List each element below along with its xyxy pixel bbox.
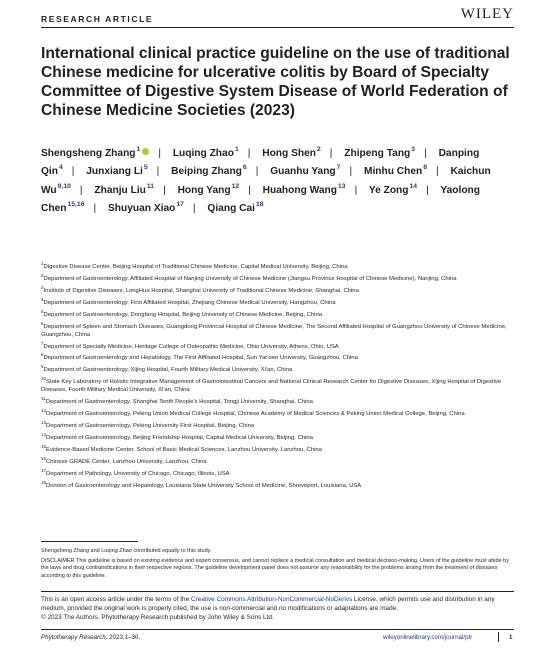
author-name[interactable]: Zhipeng Tang bbox=[344, 148, 411, 159]
affiliation-number: 10 bbox=[41, 376, 47, 382]
disclaimer-text: DISCLAIMER This guideline is based on existing evidence and expert consensus, and cannot replace a medical consultation and medical decision-making. Users of the guideline must abide by the laws and drug contraindications in their respective regions. The guideline development panel does not assume any responsibility for the problems arising from the treatment of diseases according to this guideline. bbox=[41, 558, 509, 579]
author-affiliation-ref[interactable]: 12 bbox=[231, 182, 240, 190]
affiliation-number: 14 bbox=[41, 431, 47, 437]
affiliation-text: Department of Gastroenterology, Dongfang Hospital, Beijing University of Chinese Medicine, Beijing, China bbox=[43, 311, 323, 318]
affiliation-item bbox=[41, 364, 516, 375]
affiliation-text: Department of Pathology, University of Chicago, Chicago, Illinois, USA bbox=[46, 470, 230, 477]
affiliation-number: 11 bbox=[41, 396, 46, 402]
author-entry bbox=[94, 182, 155, 196]
author-affiliation-ref[interactable]: 8 bbox=[423, 164, 428, 172]
author-separator: | bbox=[329, 148, 333, 159]
author-affiliation-ref[interactable]: 17 bbox=[176, 200, 184, 208]
affiliation-text: Digestive Disease Center, Beijing Hospital of Traditional Chinese Medicine, Capital Medical University, Beijing, China bbox=[43, 264, 348, 270]
affiliation-text: Department of Specialty Medicine, Heritage College of Osteopathic Medicine, Ohio University, Athens, Ohio, USA bbox=[43, 343, 339, 350]
journal-name: Phytotherapy Research. bbox=[41, 634, 108, 641]
affiliation-item bbox=[41, 320, 516, 339]
affiliation-text: Department of Gastroenterology, Peking University First Hospital, Beijing, China bbox=[46, 423, 255, 429]
affiliation-number: 18 bbox=[41, 479, 47, 485]
author-entry bbox=[344, 148, 415, 159]
author-name[interactable]: Kaichun Wu bbox=[41, 166, 491, 196]
affiliation-number: 6 bbox=[41, 320, 44, 326]
affiliation-item bbox=[41, 376, 516, 394]
affiliation-number: 2 bbox=[41, 272, 44, 278]
affiliation-text: Evidence-Based Medicine Center, School of Basic Medical Sciences, Lanzhou University, Lanzhou, China bbox=[46, 446, 322, 453]
article-title: International clinical practice guideline on the use of traditional Chinese medicine for ulcerative colitis by Board of Specialty Committee of Digestive System Disease of World Federation of Chinese Medicine Societies (2023) bbox=[41, 45, 510, 119]
affiliation-number: 3 bbox=[41, 284, 44, 290]
affiliation-item bbox=[41, 431, 516, 443]
author-separator: | bbox=[156, 166, 160, 178]
affiliation-text: Chinese GRADE Center, Lanzhou University, Lanzhou, China bbox=[46, 458, 207, 465]
author-name[interactable]: Luqing Zhao bbox=[172, 148, 234, 159]
affiliation-number: 1 bbox=[41, 261, 44, 266]
author-separator: | bbox=[424, 148, 427, 159]
author-name[interactable]: Beiping Zhang bbox=[171, 166, 242, 178]
author-separator: | bbox=[426, 184, 429, 196]
author-separator: | bbox=[247, 148, 251, 159]
author-separator: | bbox=[192, 202, 196, 214]
affiliation-text: Department of Gastroenterology, Beijing Friendship Hospital, Capital Medical University, Beijing, China bbox=[46, 434, 313, 441]
author-name[interactable]: Hong Yang bbox=[177, 184, 231, 196]
affiliation-item bbox=[41, 443, 516, 455]
footer-divider bbox=[41, 629, 514, 630]
section-label: RESEARCH ARTICLE bbox=[41, 14, 154, 24]
affiliation-number: 13 bbox=[41, 420, 47, 425]
license-suffix: License, which permits use and distribution in any medium, provided the original work is properly cited, the use is non-commercial and no modifications or adaptations are made. bbox=[41, 596, 495, 612]
author-affiliation-ref[interactable]: 15,16 bbox=[67, 200, 85, 208]
affiliation-item bbox=[41, 261, 516, 272]
author-list bbox=[41, 145, 516, 218]
affiliation-text: Department of Spleen and Stomach Diseases, Guangdong Provincial Hospital of Chinese Medicine, The Second Affiliated Hospital of Guangzhou University of Chinese Medicine, Guangzhou, China bbox=[41, 323, 507, 338]
affiliation-item bbox=[41, 272, 516, 284]
author-separator: | bbox=[354, 184, 358, 196]
author-entry bbox=[41, 148, 149, 159]
copyright-line: © 2023 The Authors. Phytotherapy Research published by John Wiley & Sons Ltd. bbox=[41, 613, 274, 621]
author-affiliation-ref[interactable]: 1 bbox=[234, 146, 239, 153]
affiliation-text: Department of Gastroenterology and Hepatology, The First Affiliated Hospital, Sun Yat-sen University, Guangzhou, China bbox=[43, 355, 358, 362]
footer-separator bbox=[498, 632, 499, 642]
footnote-divider bbox=[41, 541, 138, 542]
affiliation-text: State Key Laboratory of Holistic Integrative Management of Gastrointestinal Cancers and National Clinical Research Center for Digestive Diseases, Xijing Hospital of Digestive Diseases, Fourth Military Medical University, Xi'an, China bbox=[41, 379, 502, 394]
license-link[interactable]: Creative Commons Attribution-NonCommercial-NoDerivs bbox=[190, 596, 353, 603]
author-name[interactable]: Guanhu Yang bbox=[270, 166, 336, 178]
author-entry bbox=[364, 166, 427, 177]
author-separator: | bbox=[349, 166, 353, 178]
affiliation-text: Department of Gastroenterology, Xijing Hospital, Fourth Military Medical University, Xi'an, China bbox=[43, 367, 293, 374]
affiliation-item bbox=[41, 284, 516, 296]
affiliation-number: 16 bbox=[41, 455, 47, 461]
author-affiliation-ref[interactable]: 13 bbox=[338, 182, 346, 190]
author-entry bbox=[368, 182, 418, 196]
author-name[interactable]: Ye Zong bbox=[368, 184, 409, 196]
author-separator: | bbox=[436, 166, 439, 178]
author-affiliation-ref[interactable]: 11 bbox=[146, 182, 155, 190]
author-affiliation-ref[interactable]: 2 bbox=[316, 146, 321, 153]
author-name[interactable]: Minhu Chen bbox=[363, 166, 423, 178]
author-name[interactable]: Yaolong Chen bbox=[41, 184, 480, 214]
author-affiliation-ref[interactable]: 9,10 bbox=[57, 182, 71, 190]
affiliation-number: 15 bbox=[41, 443, 47, 449]
affiliation-item bbox=[41, 479, 516, 491]
header-divider bbox=[41, 27, 514, 28]
license-block bbox=[41, 596, 516, 622]
affiliation-item bbox=[41, 340, 516, 352]
affiliation-text: Department of Gastroenterology, Peking Union Medical College Hospital, Chinese Academy of Medical Sciences & Peking Union Medical College, Beijing, China bbox=[46, 411, 465, 418]
affiliation-list bbox=[41, 261, 516, 495]
author-entry bbox=[207, 200, 264, 214]
affiliation-number: 4 bbox=[41, 296, 44, 302]
publisher-logo: WILEY bbox=[460, 6, 514, 22]
author-entry bbox=[262, 148, 321, 159]
author-name[interactable]: Qiang Cai bbox=[207, 202, 255, 214]
author-affiliation-ref[interactable]: 14 bbox=[409, 182, 418, 190]
author-name[interactable]: Shuyuan Xiao bbox=[107, 202, 176, 214]
author-entry bbox=[262, 182, 346, 196]
author-affiliation-ref[interactable]: 6 bbox=[242, 164, 247, 172]
page-number: 1 bbox=[509, 634, 513, 641]
affiliation-number: 7 bbox=[41, 340, 44, 346]
author-name[interactable]: Huahong Wang bbox=[262, 184, 337, 196]
journal-url-link[interactable]: wileyonlinelibrary.com/journal/ptr bbox=[383, 634, 473, 641]
contribution-note: Shengsheng Zhang and Luqing Zhao contributed equally to this study. bbox=[41, 548, 212, 554]
affiliation-number: 12 bbox=[41, 408, 47, 414]
journal-citation bbox=[41, 634, 140, 641]
affiliation-item bbox=[41, 352, 516, 363]
author-name[interactable]: Shengsheng Zhang bbox=[41, 148, 136, 159]
affiliation-item bbox=[41, 308, 516, 320]
author-separator: | bbox=[158, 148, 161, 159]
author-separator: | bbox=[71, 166, 75, 178]
author-name[interactable]: Hong Shen bbox=[262, 148, 316, 159]
author-entry bbox=[171, 166, 247, 177]
author-entry bbox=[173, 148, 239, 159]
affiliation-item bbox=[41, 467, 516, 479]
affiliation-item bbox=[41, 455, 516, 467]
author-affiliation-ref[interactable]: 4 bbox=[58, 164, 63, 172]
affiliation-number: 17 bbox=[41, 467, 47, 473]
author-separator: | bbox=[93, 202, 97, 214]
affiliation-number: 9 bbox=[41, 364, 44, 370]
affiliation-text: Department of Gastroenterology, Affiliated Hospital of Nanjing University of Chinese Medicine (Jiangsu Province Hospital of Chinese Medicine), Nanjing, China bbox=[43, 275, 457, 282]
affiliation-item bbox=[41, 296, 516, 308]
orcid-icon[interactable] bbox=[142, 148, 149, 155]
affiliation-item bbox=[41, 408, 516, 419]
citation-detail: 2023;1–30. bbox=[107, 634, 141, 641]
author-name[interactable]: Zhanju Liu bbox=[94, 184, 146, 196]
affiliation-number: 5 bbox=[41, 308, 44, 314]
author-separator: | bbox=[255, 166, 259, 178]
license-prefix: This is an open access article under the terms of the bbox=[41, 596, 191, 603]
author-entry bbox=[177, 182, 240, 196]
author-entry bbox=[107, 200, 184, 214]
author-separator: | bbox=[248, 184, 251, 196]
affiliation-number: 8 bbox=[41, 352, 44, 358]
author-entry bbox=[270, 166, 340, 177]
affiliation-text: Institute of Digestive Diseases, LongHua Hospital, Shanghai University of Traditional Chinese Medicine, Shanghai, China bbox=[43, 287, 359, 294]
affiliation-text: Division of Gastroenterology and Hepatology, Louisiana State University School of Medicine, Shreveport, Louisiana, USA bbox=[46, 482, 362, 489]
author-separator: | bbox=[163, 184, 166, 196]
author-affiliation-ref[interactable]: 1 bbox=[136, 146, 141, 153]
author-name[interactable]: Junxiang Li bbox=[86, 166, 143, 178]
author-affiliation-ref[interactable]: 3 bbox=[411, 146, 416, 153]
author-affiliation-ref[interactable]: 7 bbox=[336, 164, 341, 172]
affiliation-item bbox=[41, 420, 516, 431]
author-entry bbox=[86, 166, 147, 177]
affiliation-item bbox=[41, 396, 516, 407]
author-name[interactable]: Danping Qin bbox=[41, 148, 480, 178]
affiliation-text: Department of Gastroenterology, Shanghai Tenth People's Hospital, Tongji University, Shanghai, China bbox=[45, 399, 313, 406]
affiliation-text: Department of Gastroenterology, First Affiliated Hospital, Zhejiang Chinese Medical University, Hangzhou, China bbox=[43, 299, 336, 306]
author-affiliation-ref[interactable]: 5 bbox=[143, 164, 148, 172]
author-affiliation-ref[interactable]: 18 bbox=[255, 200, 264, 208]
author-separator: | bbox=[79, 184, 83, 196]
license-divider bbox=[41, 591, 514, 592]
